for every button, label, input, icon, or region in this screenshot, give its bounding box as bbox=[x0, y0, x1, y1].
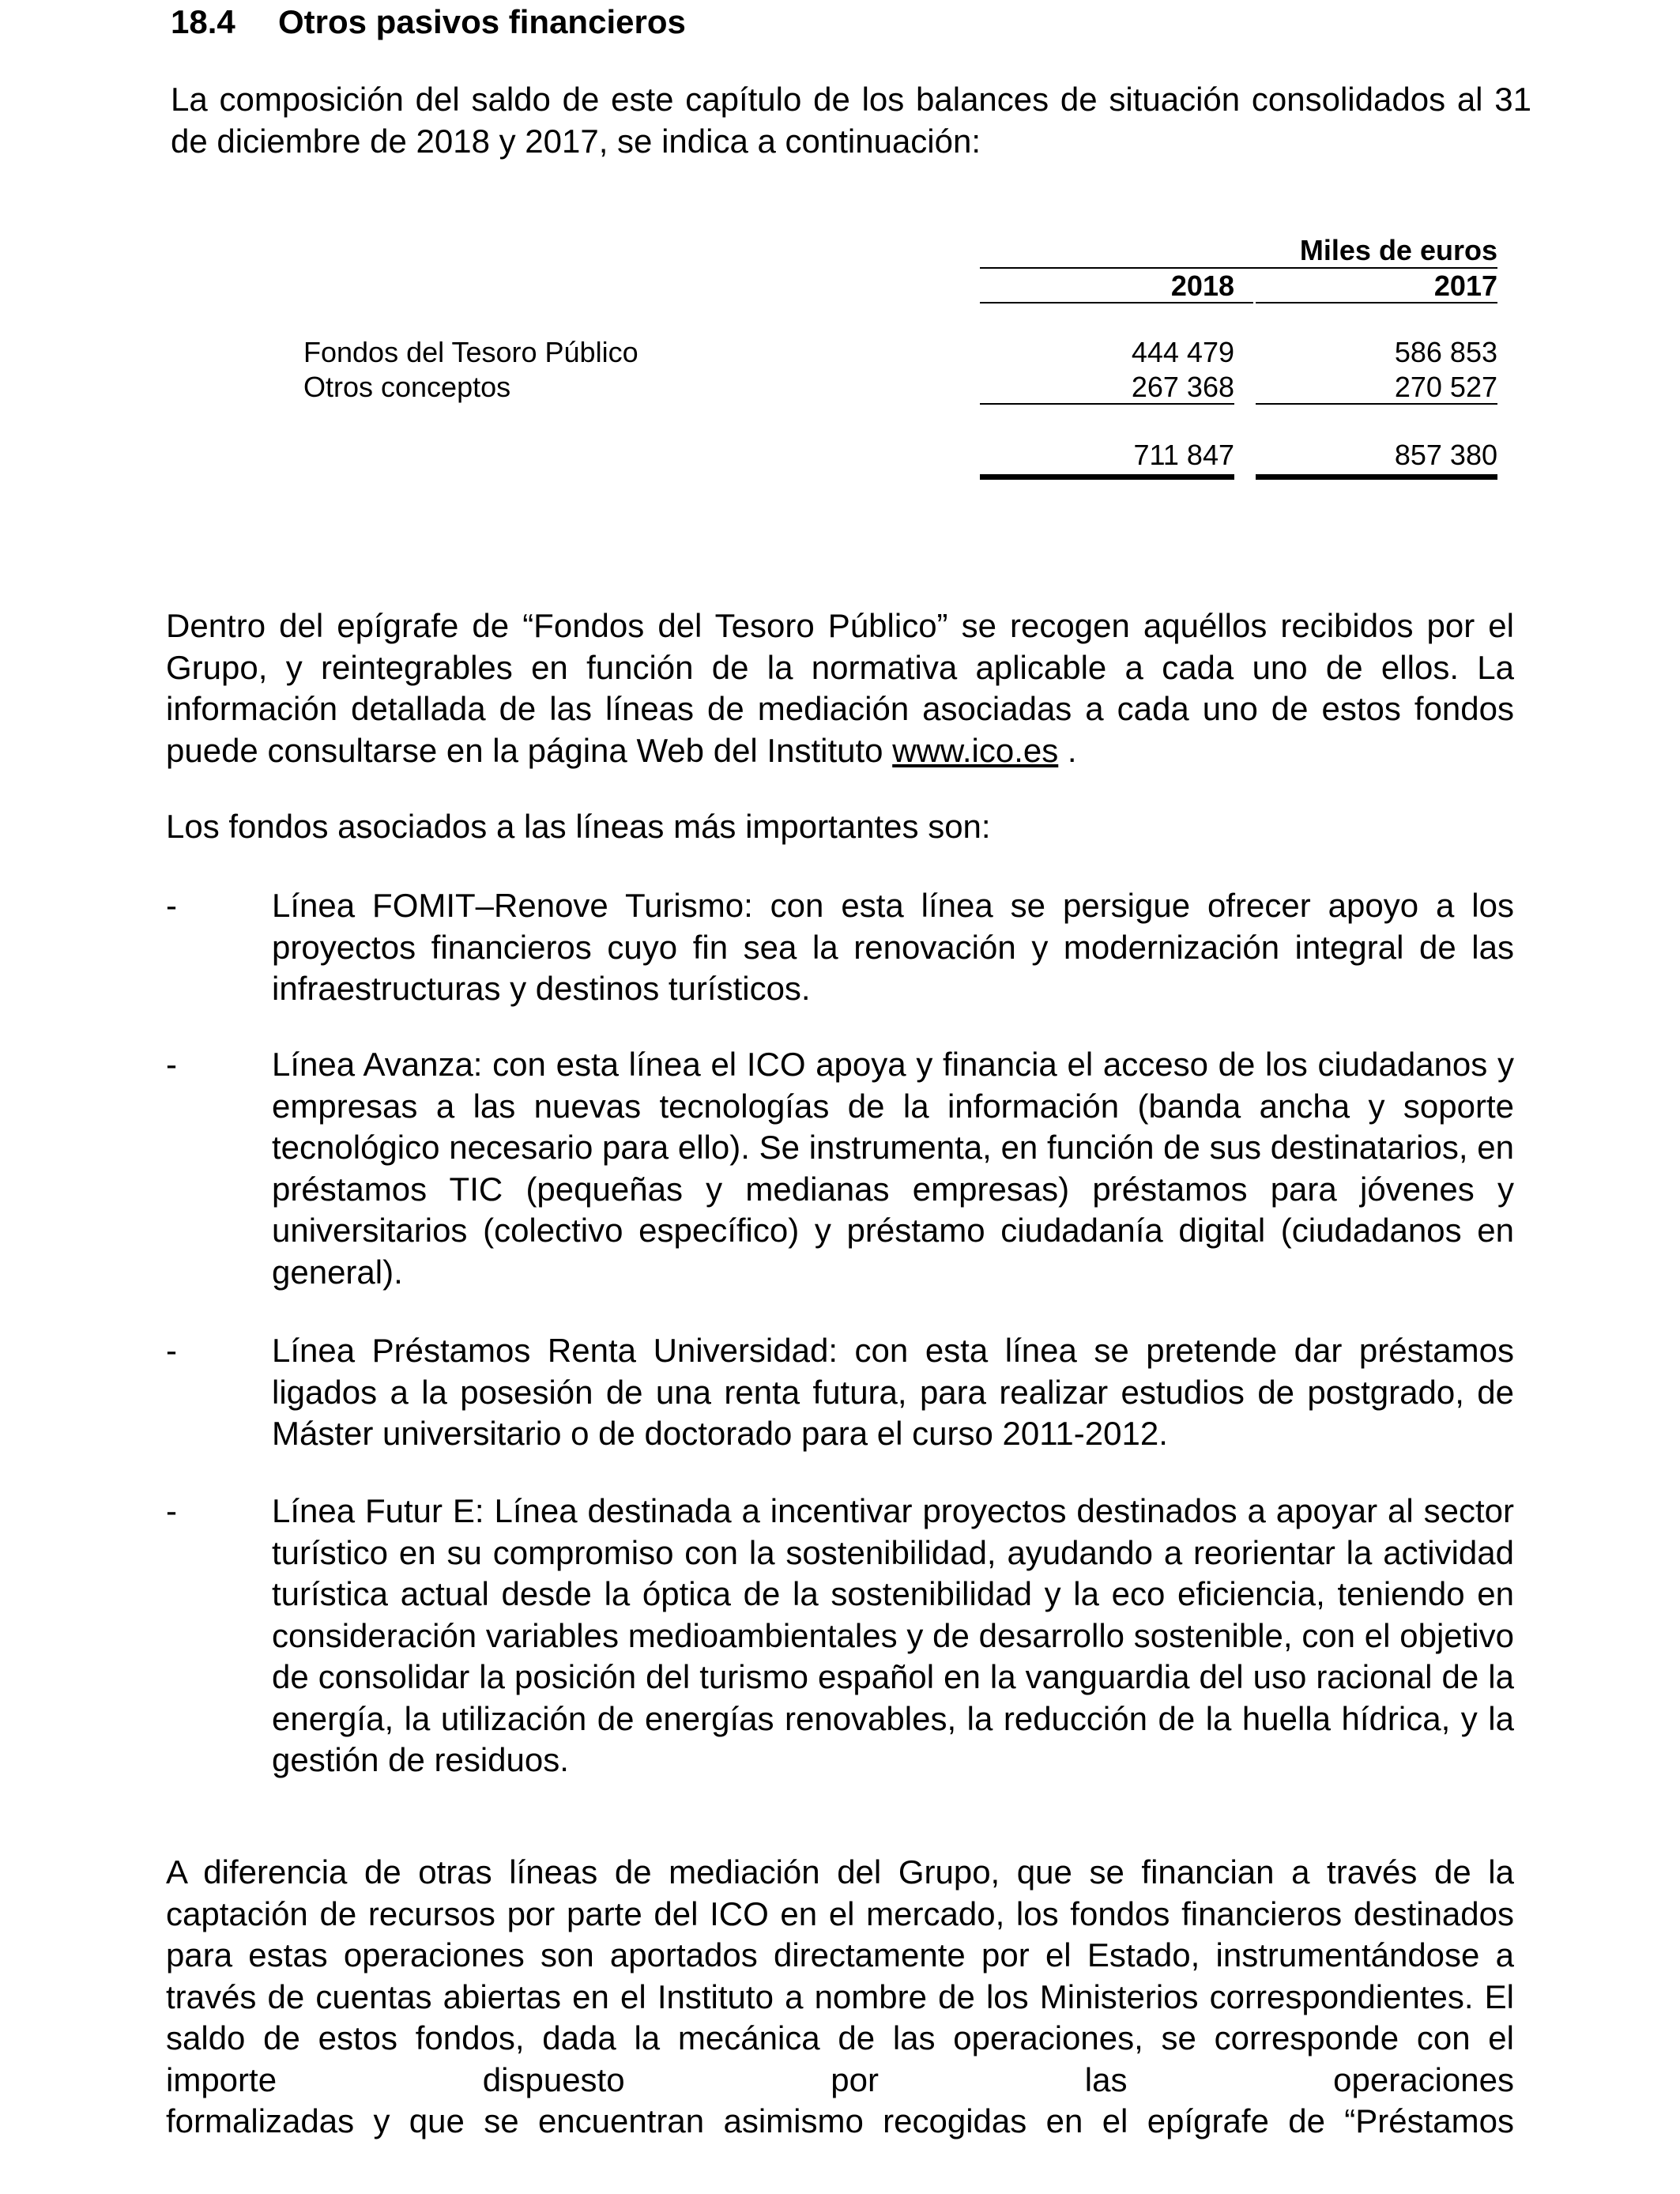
fondos-text-end: . bbox=[1058, 731, 1077, 769]
list-item: Línea Préstamos Renta Universidad: con esta línea se pretende dar préstamos ligados a la posesión de una renta futura, para realizar estudios de postgrado, de Máster universitario o de doctorado para el curso 2011-2012. bbox=[272, 1332, 1514, 1452]
lineas-intro: Los fondos asociados a las líneas más importantes son: bbox=[166, 808, 991, 845]
list-item: Línea Futur E: Línea destinada a incentivar proyectos destinados a apoyar al sector turístico en su compromiso con la sostenibilidad, ayudando a reorientar la actividad turística actual desde la óptica de la sostenibilidad y la eco eficiencia, teniendo en consideración variables medioambientales y de desarrollo sostenible, con el objetivo de consolidar la posición del turismo español en la vanguardia del uso racional de la energía, la utilización de energías renovables, la reducción de la huella hídrica, y la gestión de residuos. bbox=[272, 1492, 1514, 1778]
year-rule-2017 bbox=[1256, 302, 1497, 303]
diferencia-body: A diferencia de otras líneas de mediación del Grupo, que se financian a través de la captación de recursos por parte del ICO en el mercado, los fondos financieros destinados para estas operaciones son aportados directamente por el Estado, instrumentándose a través de cuentas abiertas en el Instituto a nombre de los Ministerios correspondientes. El saldo de estos fondos, dada la mecánica de las operaciones, se corresponde con el importe dispuesto por las operaciones bbox=[166, 1853, 1514, 2098]
total-value-2018: 711 847 bbox=[1133, 439, 1234, 471]
bullet-dash: - bbox=[166, 1492, 177, 1529]
diferencia-last-line: formalizadas y que se encuentran asimismo recogidas en el epígrafe de “Préstamos bbox=[166, 2102, 1514, 2139]
total-rule-2017 bbox=[1256, 474, 1497, 480]
fondos-text: Dentro del epígrafe de “Fondos del Tesoro Público” se recogen aquéllos recibidos por el Grupo, y reintegrables en función de la normativa aplicable a cada uno de ellos. La información detallada de las líneas de mediación asociadas a cada uno de estos fondos puede consultarse en la página Web del Instituto bbox=[166, 607, 1514, 769]
table-unit-label: Miles de euros bbox=[1299, 234, 1497, 266]
list-item: Línea FOMIT–Renove Turismo: con esta línea se persigue ofrecer apoyo a los proyectos financieros cuyo fin sea la renovación y modernización integral de las infraestructuras y destinos turísticos. bbox=[272, 887, 1514, 1007]
table-year-2017: 2017 bbox=[1433, 270, 1497, 302]
bullet-dash: - bbox=[166, 1332, 177, 1369]
section-heading bbox=[171, 2, 686, 43]
row-label: Fondos del Tesoro Público bbox=[303, 336, 638, 368]
row-value-2017: 270 527 bbox=[1394, 371, 1497, 403]
table-year-2018: 2018 bbox=[1170, 270, 1234, 302]
bullet-dash: - bbox=[166, 1046, 177, 1083]
row-value-2018: 444 479 bbox=[1131, 336, 1234, 368]
intro-paragraph: La composición del saldo de este capítulo de los balances de situación consolidados al 31 de diciembre de 2018 y 2017, se indica a continuación: bbox=[171, 81, 1531, 160]
total-rule-2018 bbox=[980, 474, 1234, 480]
section-number: 18.4 bbox=[171, 3, 235, 40]
fondos-paragraph bbox=[166, 605, 1514, 771]
section-title: Otros pasivos financieros bbox=[278, 3, 686, 40]
diferencia-paragraph bbox=[166, 1852, 1514, 2143]
bullet-dash: - bbox=[166, 887, 177, 924]
year-rule-2018 bbox=[980, 302, 1253, 303]
total-value-2017: 857 380 bbox=[1394, 439, 1497, 471]
row-value-2017: 586 853 bbox=[1394, 336, 1497, 368]
ico-website-link[interactable]: www.ico.es bbox=[892, 731, 1059, 769]
subtotal-rule-2017 bbox=[1256, 403, 1497, 405]
row-label: Otros conceptos bbox=[303, 371, 511, 403]
list-item: Línea Avanza: con esta línea el ICO apoya y financia el acceso de los ciudadanos y empresas a las nuevas tecnologías de la información (banda ancha y soporte tecnológico necesario para ello). Se instrumenta, en función de sus destinatarios, en préstamos TIC (pequeñas y medianas empresas) préstamos para jóvenes y universitarios (colectivo específico) y préstamo ciudadanía digital (ciudadanos en general). bbox=[272, 1046, 1514, 1291]
subtotal-rule-2018 bbox=[980, 403, 1234, 405]
row-value-2018: 267 368 bbox=[1131, 371, 1234, 403]
